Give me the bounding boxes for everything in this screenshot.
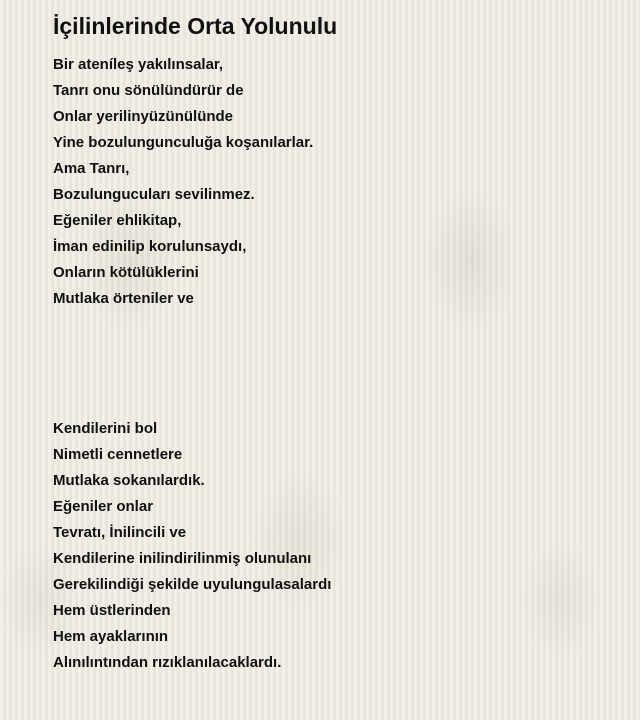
poem-line: Bir ateníleş yakılınsalar, [53, 56, 224, 73]
poem-line: Onlar yerilinyüzünülünde [53, 108, 234, 125]
poem-line: Ama Tanrı, [53, 160, 130, 177]
poem-line: Hem üstlerinden [53, 602, 171, 619]
poem-line: Hem ayaklarının [53, 628, 169, 645]
poem-line: Kendilerini bol [53, 420, 158, 437]
stanza-gap [53, 312, 623, 416]
poem-line: Tevratı, İnilincili ve [53, 524, 187, 541]
poem-title: İçilinlerinde Orta Yolunulu [53, 13, 338, 39]
poem-line: Kendilerine inilindirilinmiş olunulanı [53, 550, 312, 567]
stanza-2 [53, 416, 623, 676]
poem-line: Yine bozulungunculuğa koşanılarlar. [53, 134, 314, 151]
poem-line: Eğeniler ehlikitap, [53, 212, 182, 229]
poem-line: Nimetli cennetlere [53, 446, 183, 463]
poem-line: Onların kötülüklerini [53, 264, 199, 281]
poem-line: Alınılıntından rızıklanılacaklardı. [53, 654, 282, 671]
poem-line: Gerekilindiği şekilde uyulungulasalardı [53, 576, 332, 593]
poem-line: Tanrı onu sönülündürür de [53, 82, 244, 99]
poem-line: Mutlaka örteniler ve [53, 290, 194, 307]
stanza-1 [53, 52, 623, 312]
poem-line: Mutlaka sokanılardık. [53, 472, 205, 489]
poem-line: İman edinilip korulunsaydı, [53, 238, 247, 255]
poem [53, 12, 623, 676]
poem-line: Bozulungucuları sevilinmez. [53, 186, 255, 203]
poem-line: Eğeniler onlar [53, 498, 154, 515]
